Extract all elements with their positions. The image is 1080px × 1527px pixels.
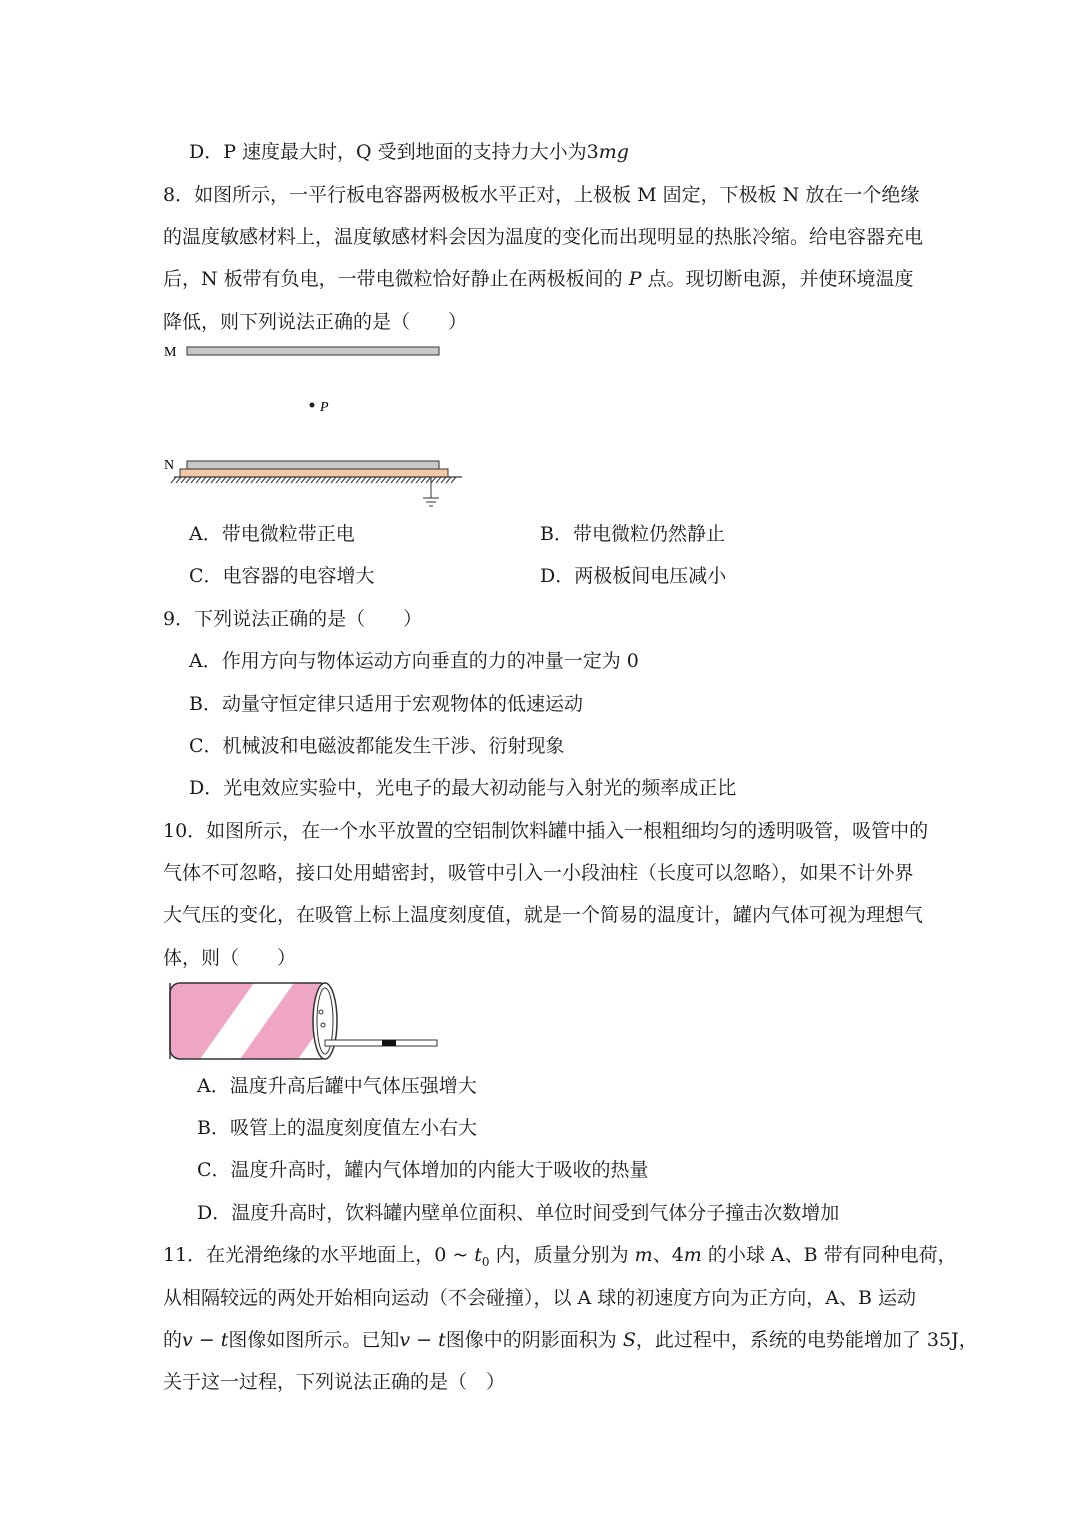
q11-stem-line2: 从相隔较远的两处开始相向运动（不会碰撞），以 A 球的初速度方向为正方向，A、B 运动 <box>163 1287 917 1309</box>
option-label: C． <box>197 1159 231 1181</box>
option-label: A． <box>189 523 222 545</box>
q9-option-b <box>189 691 583 717</box>
option-label: D． <box>197 1202 232 1224</box>
math-var: m <box>634 1244 653 1266</box>
q8-option-d <box>540 563 726 589</box>
option-text: 带电微粒仍然静止 <box>572 523 725 545</box>
option-text: 温度升高后罐中气体压强增大 <box>229 1075 477 1097</box>
option-text: 机械波和电磁波都能发生干涉、衍射现象 <box>222 735 565 757</box>
q10-option-d <box>197 1200 839 1226</box>
q10-option-c <box>197 1157 649 1183</box>
math-var: S <box>622 1329 636 1351</box>
q10-option-b <box>197 1115 477 1141</box>
option-text: 两极板间电压减小 <box>574 565 727 587</box>
capacitor-figure <box>160 338 480 518</box>
ground-hatching <box>171 477 456 483</box>
q11-stem-line1: 11．在光滑绝缘的水平地面上，0 ~ $t_0$ 内，质量分别为 m、4m 的小球 A、B 带有同种电荷， <box>163 1244 957 1269</box>
temperature-sensitive-material <box>180 469 448 477</box>
q8-stem-line3: 后，N 板带有负电，一带电微粒恰好静止在两极板间的 P 点。现切断电源，并使环境温度 <box>163 268 914 290</box>
option-label: B． <box>540 523 573 545</box>
q11-stem-line3: 的v − t图像如图所示。已知v − t图像中的阴影面积为 S，此过程中，系统的电势能增加了 35J， <box>163 1329 978 1351</box>
option-label: C． <box>189 735 223 757</box>
option-text: 温度升高时，饮料罐内壁单位面积、单位时间受到气体分子撞击次数增加 <box>231 1202 840 1224</box>
option-label: C． <box>189 565 223 587</box>
q7-option-d <box>189 139 629 165</box>
can-thermometer-figure <box>160 980 450 1062</box>
q9-option-a <box>189 648 639 674</box>
q10-stem-line3: 大气压的变化，在吸管上标上温度刻度值，就是一个简易的温度计，罐内气体可视为理想气 <box>163 904 924 926</box>
option-label: A． <box>189 650 222 672</box>
math-var: P <box>628 268 642 290</box>
option-text: P 速度最大时，Q 受到地面的支持力大小为3 <box>223 141 599 163</box>
plate-n <box>187 461 439 469</box>
math-var: t <box>474 1244 482 1266</box>
math-var: mg <box>598 141 629 163</box>
q9-stem: 9．下列说法正确的是（ ） <box>163 608 423 630</box>
q8-option-c <box>189 563 375 589</box>
q11-stem-line4: 关于这一过程，下列说法正确的是（ ） <box>163 1371 506 1393</box>
q9-option-c <box>189 733 565 759</box>
option-text: 光电效应实验中，光电子的最大初动能与入射光的频率成正比 <box>223 777 737 799</box>
q9-option-d <box>189 775 736 801</box>
option-label: D． <box>540 565 575 587</box>
option-text: 温度升高时，罐内气体增加的内能大于吸收的热量 <box>230 1159 649 1181</box>
q8-stem-line1: 8．如图所示，一平行板电容器两极板水平正对，上极板 M 固定，下极板 N 放在一个绝缘 <box>163 184 920 206</box>
q8-stem-line4: 降低，则下列说法正确的是（ ） <box>163 311 468 333</box>
q10-option-a <box>197 1073 477 1099</box>
option-label: B． <box>189 693 222 715</box>
plate-m <box>187 347 439 355</box>
q8-option-b <box>540 521 725 547</box>
ground-symbol <box>423 477 439 506</box>
option-text: 作用方向与物体运动方向垂直的力的冲量一定为 0 <box>221 650 639 672</box>
option-label: B． <box>197 1117 230 1139</box>
option-text: 吸管上的温度刻度值左小右大 <box>229 1117 477 1139</box>
point-p <box>310 403 315 408</box>
option-text: 动量守恒定律只适用于宏观物体的低速运动 <box>221 693 583 715</box>
math-var: m <box>683 1244 702 1266</box>
option-text: 电容器的电容增大 <box>222 565 375 587</box>
point-p-label: P <box>320 400 329 415</box>
option-label: D． <box>189 141 224 163</box>
plate-n-label: N <box>164 458 175 473</box>
q8-stem-line2: 的温度敏感材料上，温度敏感材料会因为温度的变化而出现明显的热胀冷缩。给电容器充电 <box>163 226 924 248</box>
q10-stem-line1: 10．如图所示，在一个水平放置的空铝制饮料罐中插入一根粗细均匀的透明吸管，吸管中的 <box>163 820 929 842</box>
q10-stem-line4: 体，则（ ） <box>163 947 297 969</box>
q10-stem-line2: 气体不可忽略，接口处用蜡密封，吸管中引入一小段油柱（长度可以忽略），如果不计外界 <box>163 862 914 884</box>
option-label: D． <box>189 777 224 799</box>
math-expr: v − t <box>182 1329 229 1351</box>
math-expr: v − t <box>399 1329 446 1351</box>
option-text: 带电微粒带正电 <box>221 523 355 545</box>
option-label: A． <box>197 1075 230 1097</box>
q8-option-a <box>189 521 355 547</box>
plate-m-label: M <box>164 345 177 360</box>
oil-column <box>382 1040 396 1046</box>
straw <box>325 1040 437 1046</box>
